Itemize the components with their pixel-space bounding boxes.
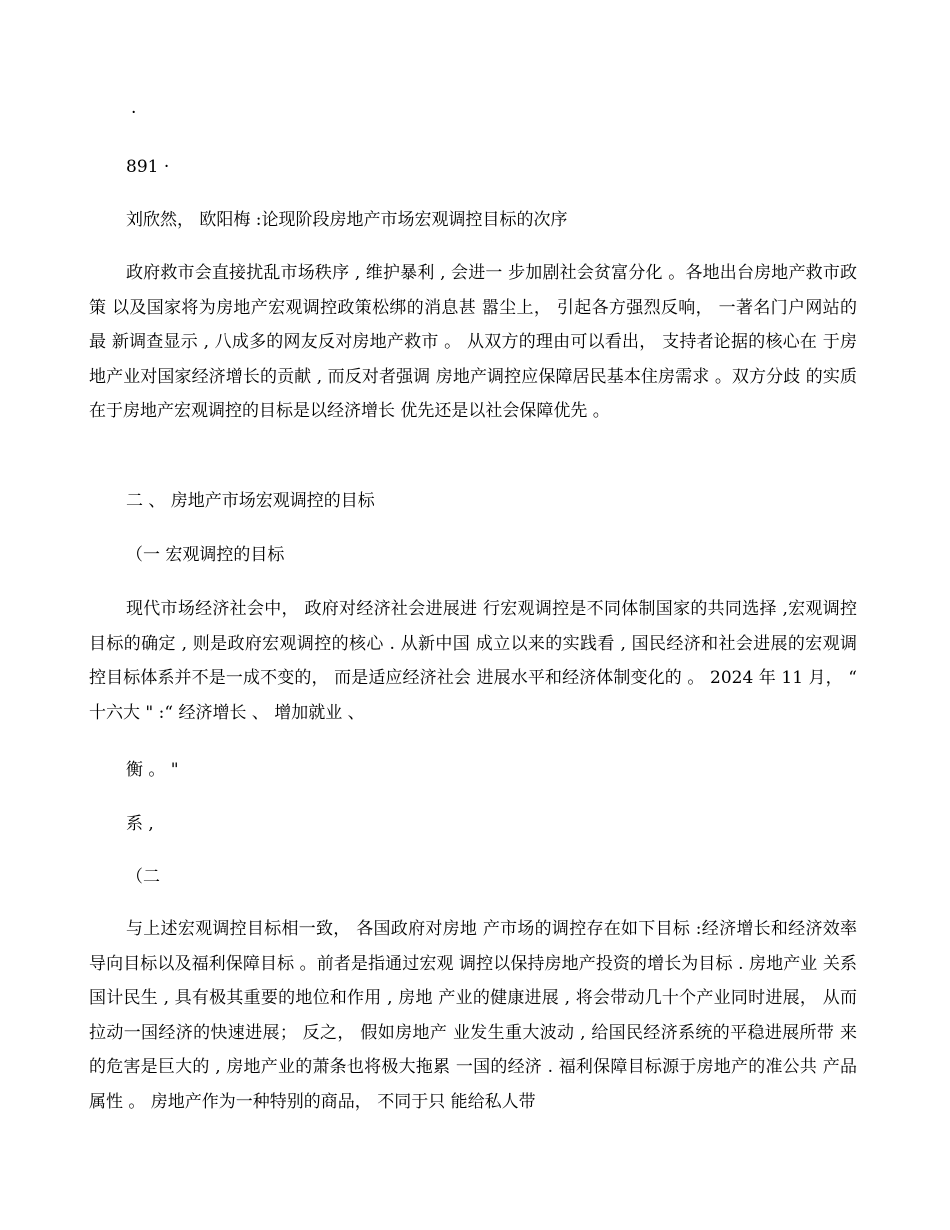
page-number: 891 · <box>126 157 170 177</box>
paragraph-3: 与上述宏观调控目标相一致， 各国政府对房地 产市场的调控存在如下目标 :经济增长和经济效率 导向目标以及福利保障目标 。前者是指通过宏观 调控以保持房地产投资的增长为目标 . 房地产业 关系国计民生 , 具有极其重要的地位和作用 , 房地 产业的健康进展 , 将会带动几十个产业同时进展， 从而拉动一国经济的快速进展； 反之， 假如房地产 业发生重大波动 , 给国民经济系统的平稳进展所带 来的危害是巨大的 , 房地产业的萧条也将极大拖累 一国的经济 . 福利保障目标源于房地产的准公共 产品属性 。 房地产作为一种特别的商品， 不同于只 能给私人带 <box>89 919 857 1112</box>
header-dot: · <box>131 103 137 123</box>
paragraph-1: 政府救市会直接扰乱市场秩序 , 维护暴利 , 会进一 步加剧社会贫富分化 。各地出台房地产救市政策 以及国家将为房地产宏观调控政策松绑的消息甚 嚣尘上， 引起各方强烈反响， 一著名门户网站的最 新调查显示 , 八成多的网友反对房地产救市 。 从双方的理由可以看出， 支持者论据的核心在 于房地产业对国家经济增长的贡献 , 而反对者强调 房地产调控应保障居民基本住房需求 。双方分歧 的实质在于房地产宏观调控的目标是以经济增长 优先还是以社会保障优先 。 <box>89 263 857 421</box>
running-title: 刘欣然， 欧阳梅 :论现阶段房地产市场宏观调控目标的次序 <box>126 210 568 230</box>
text-fragment-1: 衡 。 " <box>126 760 179 780</box>
section-heading: 二 、 房地产市场宏观调控的目标 <box>126 491 375 511</box>
paragraph-2: 现代市场经济社会中， 政府对经济社会进展进 行宏观调控是不同体制国家的共同选择 ,宏观调控 目标的确定 , 则是政府宏观调控的核心 . 从新中国 成立以来的实践看 , 国民经济和社会进展的宏观调 控目标体系并不是一成不变的， 而是适应经济社会 进展水平和经济体制变化的 。 2024 年 11 月， “ 十六大 " :“ 经济增长 、 增加就业 、 <box>89 599 857 723</box>
subsection-heading-2: （二 <box>126 867 160 887</box>
text-fragment-2: 系 , <box>126 814 154 834</box>
subsection-heading-1: （一 宏观调控的目标 <box>126 545 285 565</box>
